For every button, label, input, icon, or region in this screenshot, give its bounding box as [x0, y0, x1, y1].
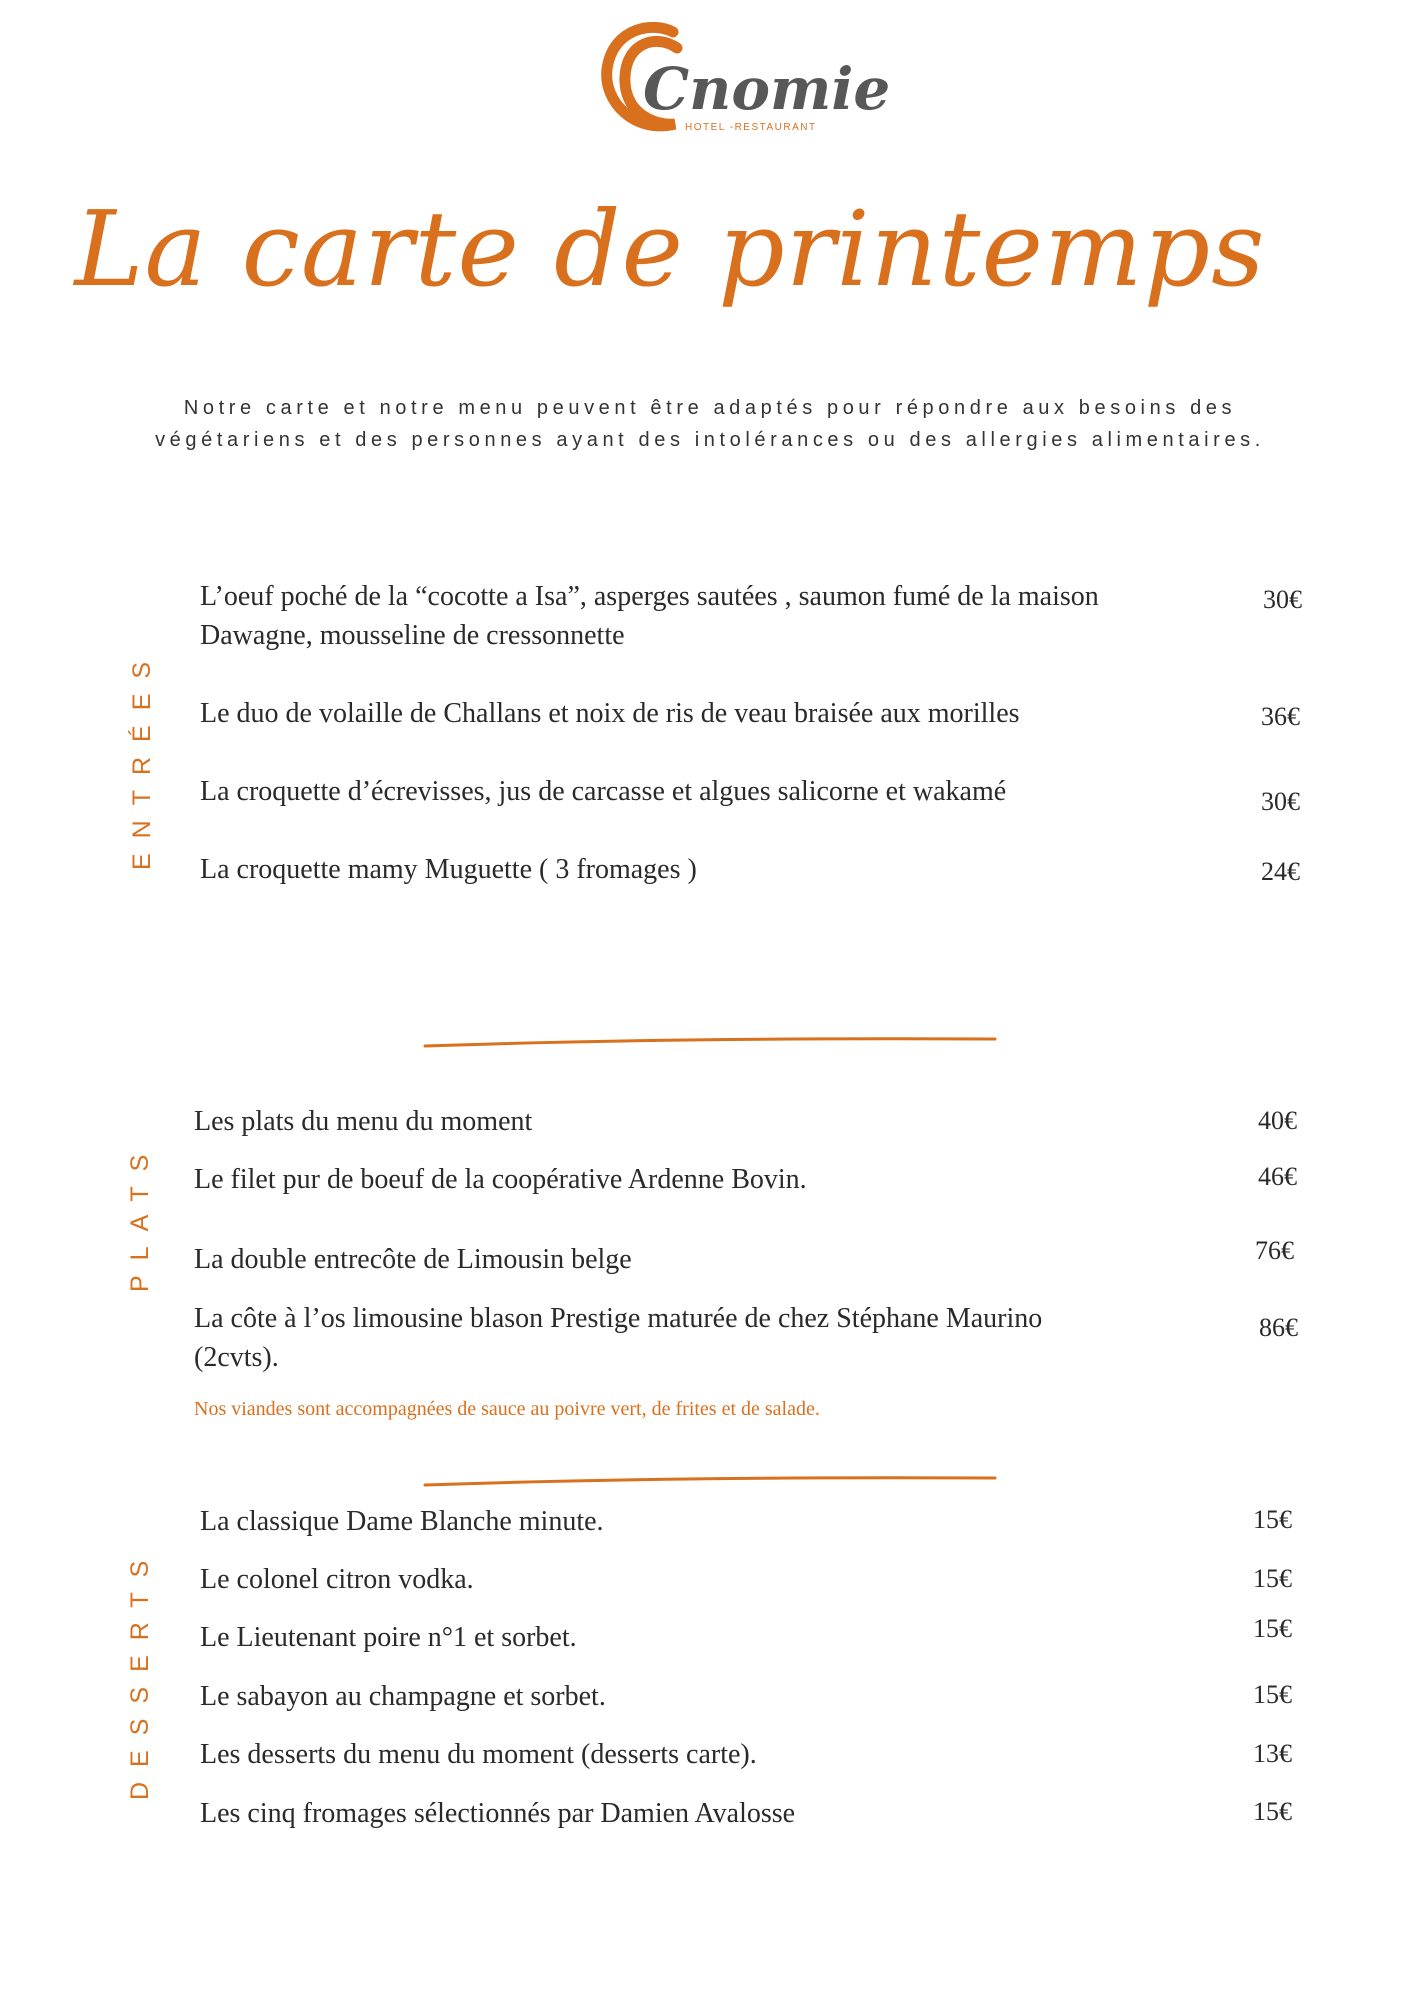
section-label-desserts: DESSERTS [126, 1545, 154, 1800]
item-price: 15€ [1253, 1680, 1292, 1709]
section-label-plats: PLATS [126, 1139, 154, 1292]
section-divider [420, 1034, 1000, 1050]
menu-item: Le filet pur de boeuf de la coopérative Ardenne Bovin. [194, 1164, 807, 1195]
item-price: 24€ [1261, 857, 1300, 886]
brand-name: Cnomie [643, 55, 891, 123]
menu-item: La double entrecôte de Limousin belge [194, 1244, 632, 1275]
menu-item: Le sabayon au champagne et sorbet. [200, 1681, 606, 1712]
item-price: 40€ [1258, 1106, 1297, 1135]
item-price: 36€ [1261, 702, 1300, 731]
item-price: 30€ [1263, 585, 1302, 614]
brand-tagline: HOTEL -RESTAURANT [685, 122, 817, 133]
brand-logo [595, 14, 891, 144]
menu-item: Les cinq fromages sélectionnés par Damien Avalosse [200, 1798, 796, 1829]
page-title-text: La carte de printemps [74, 188, 1266, 310]
item-price: 15€ [1253, 1614, 1292, 1643]
item-price: 86€ [1259, 1313, 1298, 1342]
menu-item: Les plats du menu du moment [194, 1106, 533, 1137]
meat-accompaniment-note: Nos viandes sont accompagnées de sauce au poivre vert, de frites et de salade. [194, 1398, 820, 1420]
menu-item: Le duo de volaille de Challans et noix de ris de veau braisée aux morilles [200, 698, 1020, 729]
item-price: 30€ [1261, 787, 1300, 816]
menu-item: La croquette mamy Muguette ( 3 fromages ) [200, 854, 697, 885]
dietary-notice: Notre carte et notre menu peuvent être adaptés pour répondre aux besoins des végétariens et des personnes ayant des intolérances ou des allergies alimentaires. [155, 397, 1265, 451]
item-price: 76€ [1255, 1236, 1294, 1265]
menu-item: La classique Dame Blanche minute. [200, 1506, 604, 1537]
page-title [74, 145, 1266, 365]
menu-item: Le colonel citron vodka. [200, 1564, 474, 1595]
section-divider [420, 1473, 1000, 1489]
menu-item: La côte à l’os limousine blason Prestige maturée de chez Stéphane Maurino (2cvts). [194, 1303, 1043, 1373]
item-price: 15€ [1253, 1505, 1292, 1534]
item-price: 13€ [1253, 1739, 1292, 1768]
menu-item: Le Lieutenant poire n°1 et sorbet. [200, 1622, 577, 1653]
item-price: 15€ [1253, 1797, 1292, 1826]
menu-item: La croquette d’écrevisses, jus de carcasse et algues salicorne et wakamé [200, 776, 1007, 807]
menu-item: L’oeuf poché de la “cocotte a Isa”, asperges sautées , saumon fumé de la maison Dawagne, mousseline de cressonnette [200, 581, 1099, 651]
item-price: 15€ [1253, 1564, 1292, 1593]
item-price: 46€ [1258, 1162, 1297, 1191]
menu-item: Les desserts du menu du moment (desserts carte). [200, 1739, 757, 1770]
section-label-entrees: ENTRÉES [128, 646, 156, 870]
